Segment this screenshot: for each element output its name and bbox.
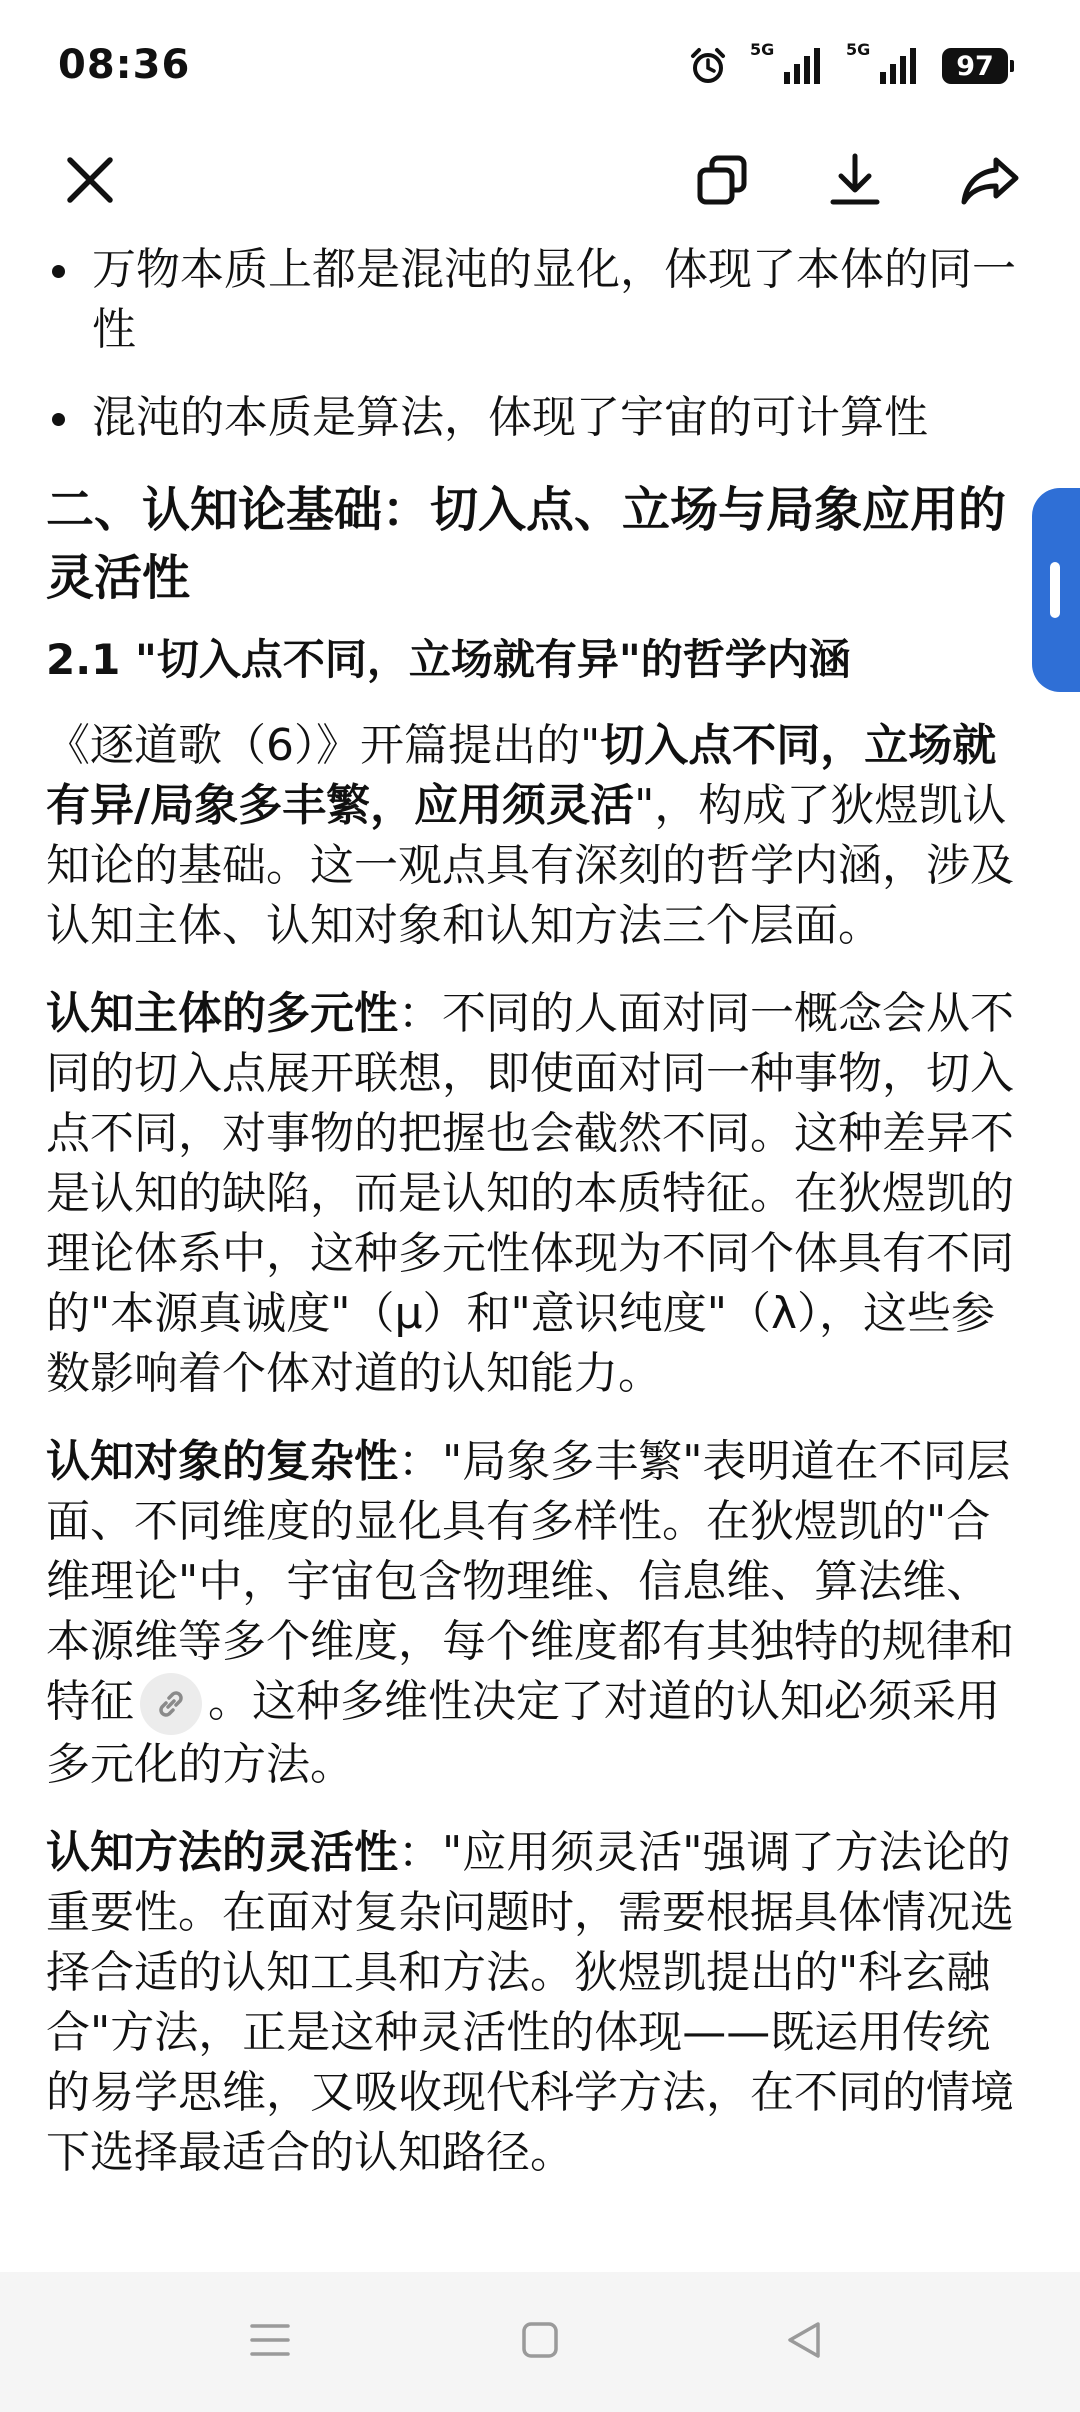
paragraph-intro xyxy=(46,716,1034,956)
menu-icon xyxy=(248,2320,292,2364)
status-icons xyxy=(688,40,1008,88)
back-icon xyxy=(784,2318,824,2366)
paragraph-text: ："局象多丰繁"表明道在不同层面、不同维度的显化具有多样性。在狄煜凯的"合维理论"中，宇宙包含物理维、信息维、算法维、本源维等多个维度，每个维度都有其独特的规律和特征 xyxy=(46,1436,1014,1727)
home-button[interactable] xyxy=(500,2302,580,2382)
paragraph-subject xyxy=(46,984,1034,1404)
paragraph-bold: 认知对象的复杂性 xyxy=(46,1436,398,1487)
alarm-icon xyxy=(688,46,728,86)
paragraph-text: 。这种多维性决定了对道的认知必须采用多元化的方法。 xyxy=(46,1676,1000,1790)
download-icon xyxy=(827,152,883,208)
system-navigation-bar xyxy=(0,2272,1080,2412)
battery-indicator: 97 xyxy=(942,48,1008,84)
paragraph-bold: 切入点不同，立场就有异/局象多丰繁，应用须灵活 xyxy=(46,720,997,831)
signal-icon-1 xyxy=(750,40,824,88)
floating-side-handle[interactable] xyxy=(1032,488,1080,692)
signal-icon-2 xyxy=(846,40,920,88)
bullet-list xyxy=(46,240,1034,448)
status-bar xyxy=(0,0,1080,130)
paragraph-text: 《逐道歌（6）》开篇提出的" xyxy=(46,720,601,771)
signal-label-1: 5G xyxy=(750,40,775,59)
paragraph-method xyxy=(46,1823,1034,2183)
paragraph-object xyxy=(46,1432,1034,1795)
section-heading: 二、认知论基础：切入点、立场与局象应用的灵活性 xyxy=(46,482,1007,606)
paragraph-text: ："应用须灵活"强调了方法论的重要性。在面对复杂问题时，需要根据具体情况选择合适的认知工具和方法。狄煜凯提出的"科玄融合"方法，正是这种灵活性的体现——既运用传统的易学思维，又吸收现代科学方法，在不同的情境下选择最适合的认知路径。 xyxy=(46,1827,1014,2178)
back-button[interactable] xyxy=(764,2302,844,2382)
share-icon xyxy=(960,152,1020,208)
paragraph-text: ：不同的人面对同一概念会从不同的切入点展开联想，即使面对同一种事物，切入点不同，对事物的把握也会截然不同。这种差异不是认知的缺陷，而是认知的本质特征。在狄煜凯的理论体系中，这种多元性体现为不同个体具有不同的"本源真诚度"（μ）和"意识纯度"（λ），这些参数影响着个体对道的认知能力。 xyxy=(46,988,1014,1399)
paragraph-bold: 认知主体的多元性 xyxy=(46,988,398,1039)
subsection-heading: 2.1 "切入点不同，立场就有异"的哲学内涵 xyxy=(46,635,851,684)
citation-link-button[interactable] xyxy=(140,1673,202,1735)
signal-label-2: 5G xyxy=(846,40,871,59)
share-button[interactable] xyxy=(950,140,1030,220)
home-icon xyxy=(520,2320,560,2364)
copy-icon xyxy=(694,152,750,208)
list-item: 万物本质上都是混沌的显化，体现了本体的同一性 xyxy=(46,240,1034,360)
close-button[interactable] xyxy=(50,140,130,220)
paragraph-text: "，构成了狄煜凯认知论的基础。这一观点具有深刻的哲学内涵，涉及认知主体、认知对象和认知方法三个层面。 xyxy=(46,780,1014,951)
recent-apps-button[interactable] xyxy=(230,2302,310,2382)
toolbar xyxy=(0,140,1080,220)
download-button[interactable] xyxy=(815,140,895,220)
status-time: 08:36 xyxy=(58,42,191,88)
paragraph-bold: 认知方法的灵活性 xyxy=(46,1827,398,1878)
copy-button[interactable] xyxy=(682,140,762,220)
article-content xyxy=(46,240,1034,2270)
list-item: 混沌的本质是算法，体现了宇宙的可计算性 xyxy=(46,388,1034,448)
close-icon xyxy=(62,152,118,208)
link-icon xyxy=(154,1687,188,1721)
handle-grip xyxy=(1050,562,1060,618)
